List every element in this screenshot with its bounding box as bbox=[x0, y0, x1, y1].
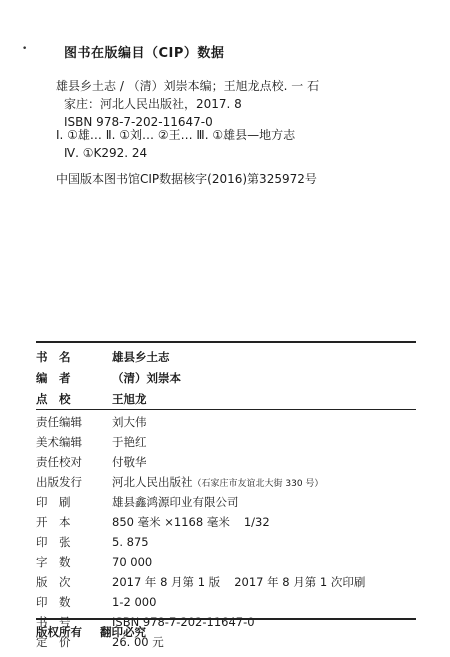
top-rule bbox=[36, 341, 416, 343]
colophon-divider bbox=[36, 409, 416, 410]
colophon-label: 印 数 bbox=[36, 595, 71, 609]
colophon-label: 印 刷 bbox=[36, 495, 71, 509]
colophon-label: 书 名 bbox=[36, 350, 71, 364]
colophon-value-extra: 2017 年 8 月第 1 次印刷 bbox=[234, 575, 366, 589]
no-reproduction: 翻印必究 bbox=[100, 625, 146, 639]
colophon-value: 付敬华 bbox=[112, 455, 147, 469]
colophon-row-proofreader bbox=[36, 451, 147, 473]
colophon-label: 出版发行 bbox=[36, 475, 82, 489]
colophon-value: 1-2 000 bbox=[112, 595, 157, 609]
colophon-row-publisher bbox=[36, 471, 323, 493]
colophon-value: 王旭龙 bbox=[112, 392, 147, 406]
colophon-row-edition bbox=[36, 571, 365, 593]
colophon-value-extra: 1/32 bbox=[243, 515, 270, 529]
colophon-row-printer bbox=[36, 491, 239, 513]
colophon-label: 定 价 bbox=[36, 635, 71, 649]
colophon-value: ISBN 978-7-202-11647-0 bbox=[112, 615, 255, 629]
colophon-value: 刘大伟 bbox=[112, 415, 147, 429]
cip-line-1: 雄县乡土志 / （清）刘崇本编；王旭龙点校. 一 石 bbox=[56, 79, 320, 93]
colophon-label: 编 者 bbox=[36, 371, 71, 385]
bottom-rule bbox=[36, 618, 416, 620]
colophon-label: 责任校对 bbox=[36, 455, 82, 469]
rights-notice bbox=[36, 624, 146, 640]
cip-entry bbox=[56, 77, 386, 131]
cip-line-3: ISBN 978-7-202-11647-0 bbox=[64, 115, 213, 129]
cip-line-2: 家庄：河北人民出版社，2017. 8 bbox=[64, 97, 242, 111]
colophon-row-editor bbox=[36, 367, 181, 389]
colophon-row-sheets bbox=[36, 531, 149, 553]
colophon-value: 2017 年 8 月第 1 版 bbox=[112, 575, 221, 589]
colophon-row-art-editor bbox=[36, 431, 147, 453]
colophon-value-group bbox=[100, 574, 365, 590]
colophon-label: 版 次 bbox=[36, 575, 71, 589]
colophon-value: 850 毫米 ×1168 毫米 bbox=[112, 515, 230, 529]
rights-reserved: 版权所有 bbox=[36, 625, 82, 639]
colophon-label: 点 校 bbox=[36, 392, 71, 406]
colophon-row-format bbox=[36, 511, 270, 533]
colophon-value: 于艳红 bbox=[112, 435, 147, 449]
colophon-row-title bbox=[36, 346, 170, 368]
colophon-value: 雄县乡土志 bbox=[112, 350, 170, 364]
publisher-address: （石家庄市友谊北大街 330 号） bbox=[192, 479, 324, 489]
colophon-label: 责任编辑 bbox=[36, 415, 82, 429]
colophon-label: 开 本 bbox=[36, 515, 71, 529]
colophon-value: 5. 875 bbox=[112, 535, 149, 549]
colophon-row-print-run bbox=[36, 591, 156, 613]
cip-record-number: 中国版本图书馆CIP数据核字(2016)第325972号 bbox=[56, 172, 317, 186]
colophon-value-group bbox=[100, 514, 270, 530]
colophon-label: 印 张 bbox=[36, 535, 71, 549]
corner-mark: • bbox=[22, 44, 28, 54]
colophon-value: 雄县鑫鸿源印业有限公司 bbox=[112, 495, 239, 509]
colophon-label: 书 号 bbox=[36, 615, 71, 629]
colophon-value: 70 000 bbox=[112, 555, 153, 569]
cip-classification-line-1: Ⅰ. ①雄… Ⅱ. ①刘… ②王… Ⅲ. ①雄县—地方志 bbox=[56, 128, 296, 142]
colophon-label: 美术编辑 bbox=[36, 435, 82, 449]
colophon-value: 河北人民出版社 bbox=[112, 475, 193, 489]
colophon-row-annotator bbox=[36, 388, 147, 410]
cip-classification-line-2: Ⅳ. ①K292. 24 bbox=[64, 146, 148, 160]
colophon-value: 26. 00 元 bbox=[112, 635, 164, 649]
colophon-row-word-count bbox=[36, 551, 152, 573]
colophon-value-group bbox=[100, 474, 323, 490]
colophon-value: （清）刘崇本 bbox=[112, 371, 181, 385]
cip-classification bbox=[56, 126, 295, 162]
cip-title: 图书在版编目（CIP）数据 bbox=[64, 46, 225, 61]
colophon-label: 字 数 bbox=[36, 555, 71, 569]
colophon-row-responsible-editor bbox=[36, 411, 147, 433]
